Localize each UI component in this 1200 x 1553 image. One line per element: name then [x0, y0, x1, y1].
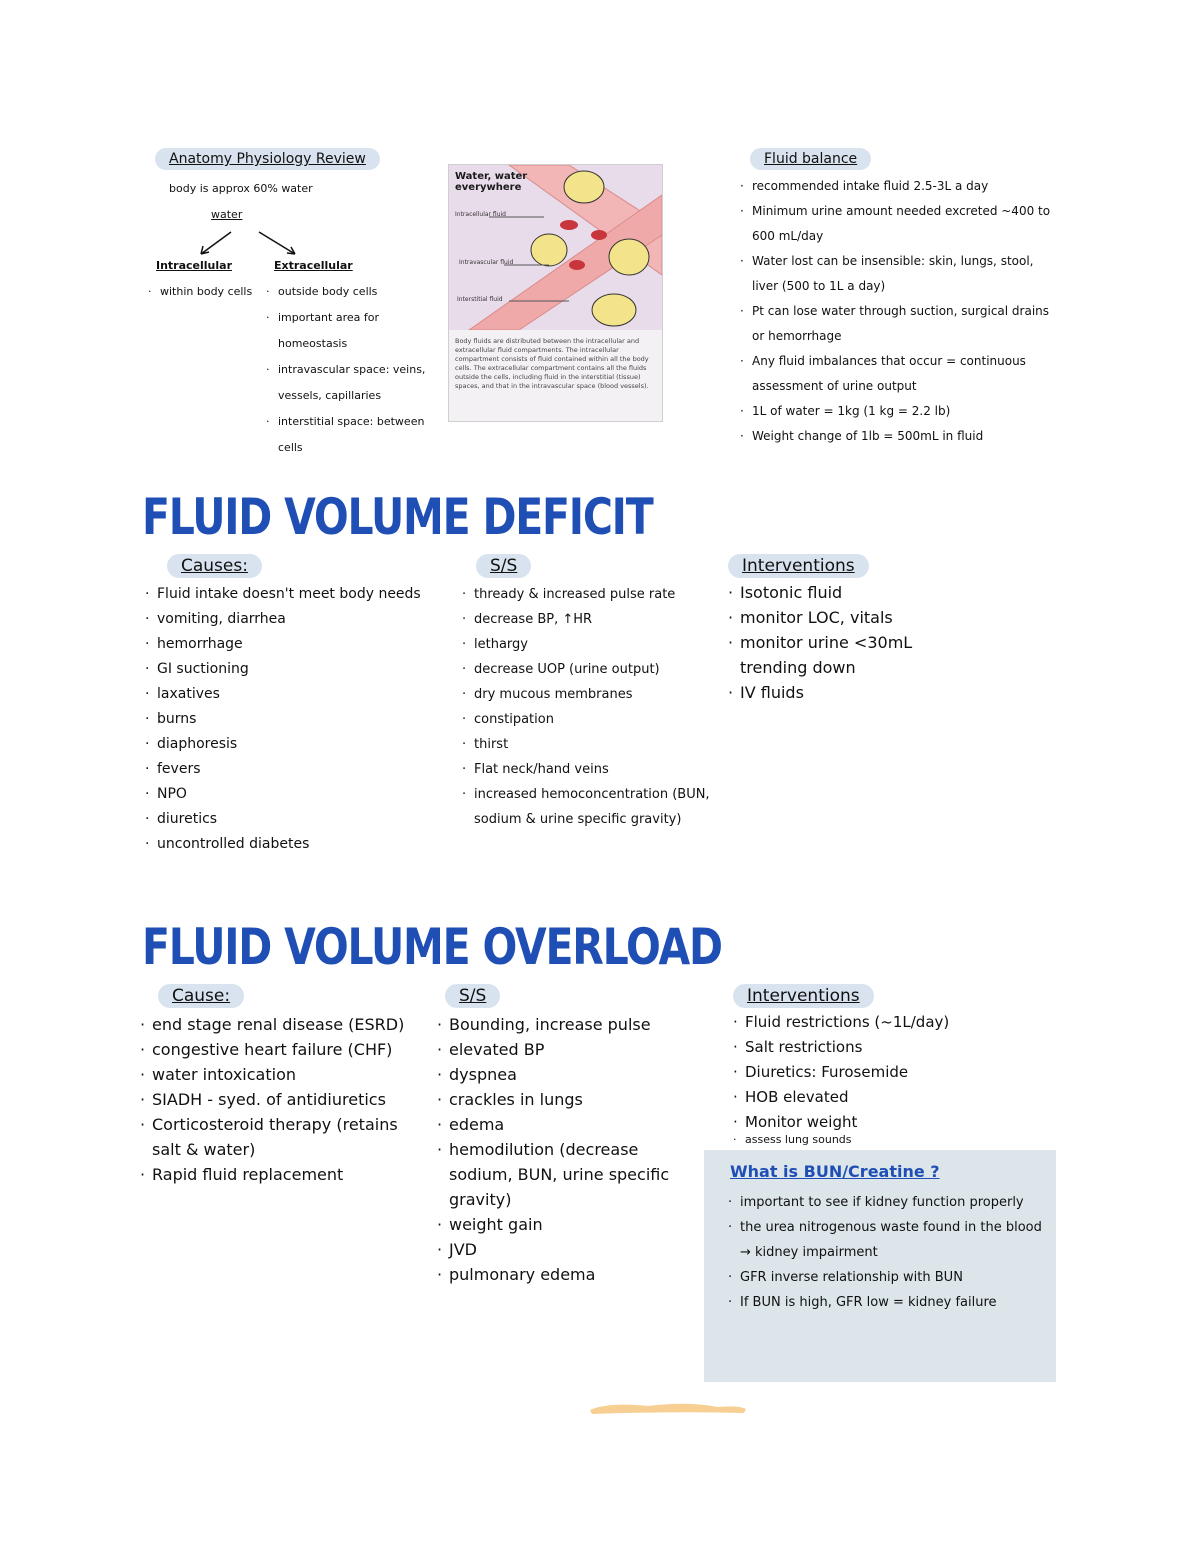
list-item: · within body cells: [148, 279, 258, 305]
list-item: · constipation: [462, 707, 712, 732]
list-item: · NPO: [145, 782, 445, 807]
overload-ss-title: S/S: [445, 984, 500, 1008]
list-item: · monitor urine <30mL trending down: [728, 630, 958, 680]
figure-label: Intracellular fluid: [455, 211, 506, 218]
list-item: · elevated BP: [437, 1037, 697, 1062]
overload-interventions-title: Interventions: [733, 984, 874, 1008]
list-item: · assess lung sounds: [733, 1135, 1053, 1145]
anatomy-title: Anatomy Physiology Review: [155, 148, 380, 170]
figure-title: Water, water everywhere: [455, 171, 528, 193]
list-item: · Pt can lose water through suction, surgical drains or hemorrhage: [740, 299, 1060, 349]
list-item: · decrease BP, ↑HR: [462, 607, 712, 632]
list-item: · Isotonic fluid: [728, 580, 958, 605]
list-item: · diuretics: [145, 807, 445, 832]
anatomy-water: water: [211, 208, 243, 221]
list-item: · SIADH - syed. of antidiuretics: [140, 1087, 430, 1112]
water-everywhere-figure: [448, 164, 663, 422]
list-item: · Fluid intake doesn't meet body needs: [145, 582, 445, 607]
list-item: · end stage renal disease (ESRD): [140, 1012, 430, 1037]
list-item: · uncontrolled diabetes: [145, 832, 445, 857]
list-item: · thready & increased pulse rate: [462, 582, 712, 607]
list-item: · weight gain: [437, 1212, 697, 1237]
deficit-causes: [145, 554, 445, 857]
list-item: · JVD: [437, 1237, 697, 1262]
list-item: · important to see if kidney function properly: [728, 1190, 1048, 1215]
list-item: · If BUN is high, GFR low = kidney failure: [728, 1290, 1048, 1315]
list-item: · vomiting, diarrhea: [145, 607, 445, 632]
list-item: · hemodilution (decrease sodium, BUN, urine specific gravity): [437, 1137, 697, 1212]
figure-label: Intravascular fluid: [459, 259, 514, 266]
deficit-ss-title: S/S: [476, 554, 531, 578]
list-item: · 1L of water = 1kg (1 kg = 2.2 lb): [740, 399, 1060, 424]
list-item: · increased hemoconcentration (BUN, sodium & urine specific gravity): [462, 782, 712, 832]
list-item: · intravascular space: veins, vessels, capillaries: [266, 357, 444, 409]
list-item: · laxatives: [145, 682, 445, 707]
list-item: · Bounding, increase pulse: [437, 1012, 697, 1037]
list-item: · diaphoresis: [145, 732, 445, 757]
intracellular-column: [148, 253, 258, 305]
list-item: · Water lost can be insensible: skin, lungs, stool, liver (500 to 1L a day): [740, 249, 1060, 299]
list-item: · Diuretics: Furosemide: [733, 1060, 1053, 1085]
list-item: · HOB elevated: [733, 1085, 1053, 1110]
deficit-causes-title: Causes:: [167, 554, 262, 578]
callout-title: What is BUN/Creatine ?: [730, 1162, 940, 1181]
list-item: · important area for homeostasis: [266, 305, 444, 357]
overload-cause-title: Cause:: [158, 984, 244, 1008]
list-item: · Any fluid imbalances that occur = continuous assessment of urine output: [740, 349, 1060, 399]
overload-ss: [437, 984, 697, 1287]
list-item: · Minimum urine amount needed excreted ~400 to 600 mL/day: [740, 199, 1060, 249]
list-item: · fevers: [145, 757, 445, 782]
list-item: · Rapid fluid replacement: [140, 1162, 430, 1187]
list-item: · dyspnea: [437, 1062, 697, 1087]
list-item: · the urea nitrogenous waste found in the blood → kidney impairment: [728, 1215, 1048, 1265]
figure-label: Interstitial fluid: [457, 296, 503, 303]
list-item: · GI suctioning: [145, 657, 445, 682]
list-item: · recommended intake fluid 2.5-3L a day: [740, 174, 1060, 199]
list-item: · hemorrhage: [145, 632, 445, 657]
list-item: · Weight change of 1lb = 500mL in fluid: [740, 424, 1060, 449]
bun-creatine-callout: [704, 1150, 1056, 1382]
overload-heading: FLUID VOLUME OVERLOAD: [142, 918, 722, 976]
list-item: · Corticosteroid therapy (retains salt & water): [140, 1112, 430, 1162]
list-item: · lethargy: [462, 632, 712, 657]
list-item: · GFR inverse relationship with BUN: [728, 1265, 1048, 1290]
fluid-balance-section: [740, 148, 1060, 449]
list-item: · Flat neck/hand veins: [462, 757, 712, 782]
anatomy-intro: body is approx 60% water: [169, 182, 313, 195]
list-item: · interstitial space: between cells: [266, 409, 444, 461]
deficit-interventions-title: Interventions: [728, 554, 869, 578]
overload-interventions: [733, 984, 1053, 1145]
list-item: · outside body cells: [266, 279, 444, 305]
fluid-balance-title: Fluid balance: [750, 148, 871, 170]
overload-cause: [140, 984, 430, 1187]
anatomy-section: [155, 148, 435, 258]
extracellular-label: Extracellular: [274, 259, 353, 272]
list-item: · monitor LOC, vitals: [728, 605, 958, 630]
deficit-ss: [462, 554, 712, 832]
deficit-heading: FLUID VOLUME DEFICIT: [142, 488, 653, 546]
list-item: · decrease UOP (urine output): [462, 657, 712, 682]
highlighter-smudge-icon: [588, 1400, 748, 1416]
list-item: · dry mucous membranes: [462, 682, 712, 707]
list-item: · Monitor weight: [733, 1110, 1053, 1135]
list-item: · pulmonary edema: [437, 1262, 697, 1287]
list-item: · congestive heart failure (CHF): [140, 1037, 430, 1062]
intracellular-label: Intracellular: [156, 259, 233, 272]
list-item: · IV fluids: [728, 680, 958, 705]
list-item: · Salt restrictions: [733, 1035, 1053, 1060]
list-item: · thirst: [462, 732, 712, 757]
deficit-interventions: [728, 554, 958, 705]
figure-caption: Body fluids are distributed between the intracellular and extracellular fluid compartments. The intracellular compartment consists of fluid contained within all the body cells. The extracellular compartment contains all the fluids outside the cells, including fluid in the interstitial (tissue) spaces, and that in the intravascular space (blood vessels).: [455, 337, 649, 390]
list-item: · burns: [145, 707, 445, 732]
list-item: · edema: [437, 1112, 697, 1137]
list-item: · water intoxication: [140, 1062, 430, 1087]
list-item: · Fluid restrictions (~1L/day): [733, 1010, 1053, 1035]
extracellular-column: [266, 253, 444, 461]
list-item: · crackles in lungs: [437, 1087, 697, 1112]
